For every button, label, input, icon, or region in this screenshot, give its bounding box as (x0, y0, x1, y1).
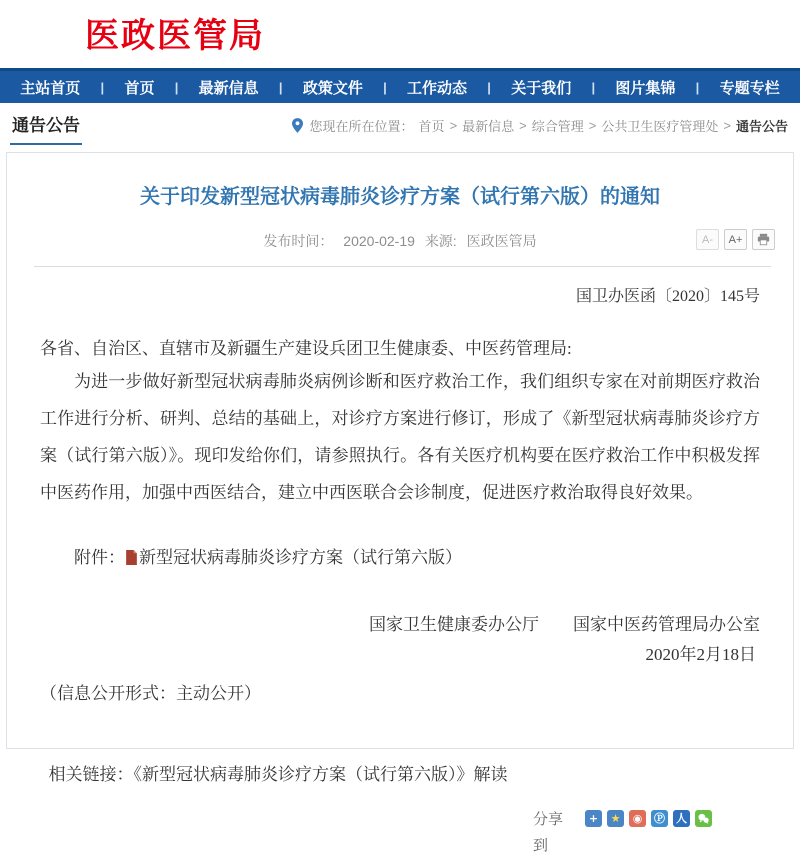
font-increase-button[interactable]: A+ (724, 229, 747, 250)
attachment-line (40, 543, 760, 568)
font-tools (696, 229, 775, 250)
related-links-label: 相关链接： (48, 765, 134, 785)
article-title: 关于印发新型冠状病毒肺炎诊疗方案（试行第六版）的通知 (140, 186, 660, 208)
nav-separator: | (174, 79, 179, 95)
breadcrumb-row (0, 103, 800, 147)
document-number: 国卫办医函〔2020〕145号 (575, 288, 760, 305)
tencent-weibo-icon[interactable]: Ⓟ (651, 810, 668, 827)
renren-icon[interactable]: 人 (673, 810, 690, 827)
signer-primary: 国家卫生健康委办公厅 (369, 615, 539, 635)
share-row (40, 807, 760, 858)
nav-separator: | (383, 79, 387, 95)
breadcrumb-item-general-management[interactable]: 综合管理 (531, 118, 584, 134)
breadcrumb-item-latest-news[interactable]: 最新信息 (462, 118, 515, 134)
breadcrumb-item-public-health-division[interactable]: 公共卫生医疗管理处 (601, 118, 719, 134)
main-nav (0, 68, 800, 103)
source-label: 来源: (424, 233, 457, 249)
nav-item-latest-news[interactable]: 最新信息 (198, 79, 259, 97)
attachment-link[interactable]: 新型冠状病毒肺炎诊疗方案（试行第六版） (139, 548, 462, 568)
breadcrumb-separator: > (519, 117, 527, 133)
section-title: 通告公告 (10, 105, 82, 145)
related-link-interpretation[interactable]: 《新型冠状病毒肺炎诊疗方案（试行第六版）》解读 (133, 765, 508, 785)
breadcrumb-separator: > (723, 117, 731, 133)
publish-time-value: 2020-02-19 (343, 233, 415, 249)
article-container (6, 152, 794, 854)
nav-item-about-us[interactable]: 关于我们 (511, 79, 572, 97)
qzone-icon[interactable]: ★ (607, 810, 624, 827)
source-value: 医政医管局 (466, 233, 537, 249)
breadcrumb-separator: > (588, 117, 597, 133)
salutation: 各省、自治区、直辖市及新疆生产建设兵团卫生健康委、中医药管理局: (40, 339, 572, 358)
printer-icon (757, 233, 770, 246)
disclosure-note: （信息公开形式：主动公开） (40, 684, 261, 704)
attachment-file-icon (125, 550, 138, 565)
nav-item-special-topics[interactable]: 专题专栏 (719, 79, 780, 97)
nav-separator: | (591, 79, 596, 95)
nav-item-home[interactable]: 首页 (124, 79, 155, 97)
article-meta (7, 229, 793, 253)
nav-item-policy-documents[interactable]: 政策文件 (302, 79, 363, 97)
nav-item-work-updates[interactable]: 工作动态 (407, 79, 468, 97)
nav-separator: | (695, 79, 700, 95)
breadcrumb-prefix: 您现在所在位置： (309, 118, 414, 134)
breadcrumb-item-home[interactable]: 首页 (418, 118, 445, 134)
breadcrumb-item-current: 通告公告 (735, 118, 788, 134)
wechat-bubbles-glyph (697, 812, 710, 825)
breadcrumb (292, 116, 788, 135)
nav-item-photo-gallery[interactable]: 图片集锦 (615, 79, 676, 97)
article-meta-row (7, 229, 793, 253)
nav-item-main-home[interactable]: 主站首页 (20, 79, 81, 97)
document-body (7, 283, 793, 858)
signature-line (40, 610, 760, 635)
print-button[interactable] (752, 229, 775, 250)
publish-time-label: 发布时间： (263, 233, 334, 249)
sina-weibo-icon[interactable]: ◉ (629, 810, 646, 827)
share-more-icon[interactable]: + (585, 810, 602, 827)
wechat-icon[interactable] (695, 810, 712, 827)
body-paragraph: 为进一步做好新型冠状病毒肺炎病例诊断和医疗救治工作，我们组织专家在对前期医疗救治工作进行分析、研判、总结的基础上，对诊疗方案进行修订，形成了《新型冠状病毒肺炎诊疗方案（试行第六版）》。现印发给你们，请参照执行。各有关医疗机构要在医疗救治工作中积极发挥中医药作用，加强中西医结合，建立中西医联合会诊制度，促进医疗救治取得良好效果。 (40, 372, 760, 503)
signature-date: 2020年2月18日 (645, 645, 756, 665)
nav-separator: | (487, 79, 491, 95)
nav-separator: | (100, 79, 105, 95)
location-pin-icon (292, 118, 303, 133)
related-links-line (40, 760, 760, 785)
share-icons (585, 810, 712, 858)
share-label: 分享到 (533, 811, 564, 854)
signer-secondary: 国家中医药管理局办公室 (573, 615, 760, 635)
site-logo[interactable]: 医政医管局 (85, 17, 265, 55)
font-decrease-button[interactable]: A- (696, 229, 719, 250)
breadcrumb-separator: > (449, 117, 458, 133)
nav-separator: | (278, 79, 283, 95)
attachment-label: 附件： (74, 548, 125, 568)
meta-divider (34, 266, 771, 267)
